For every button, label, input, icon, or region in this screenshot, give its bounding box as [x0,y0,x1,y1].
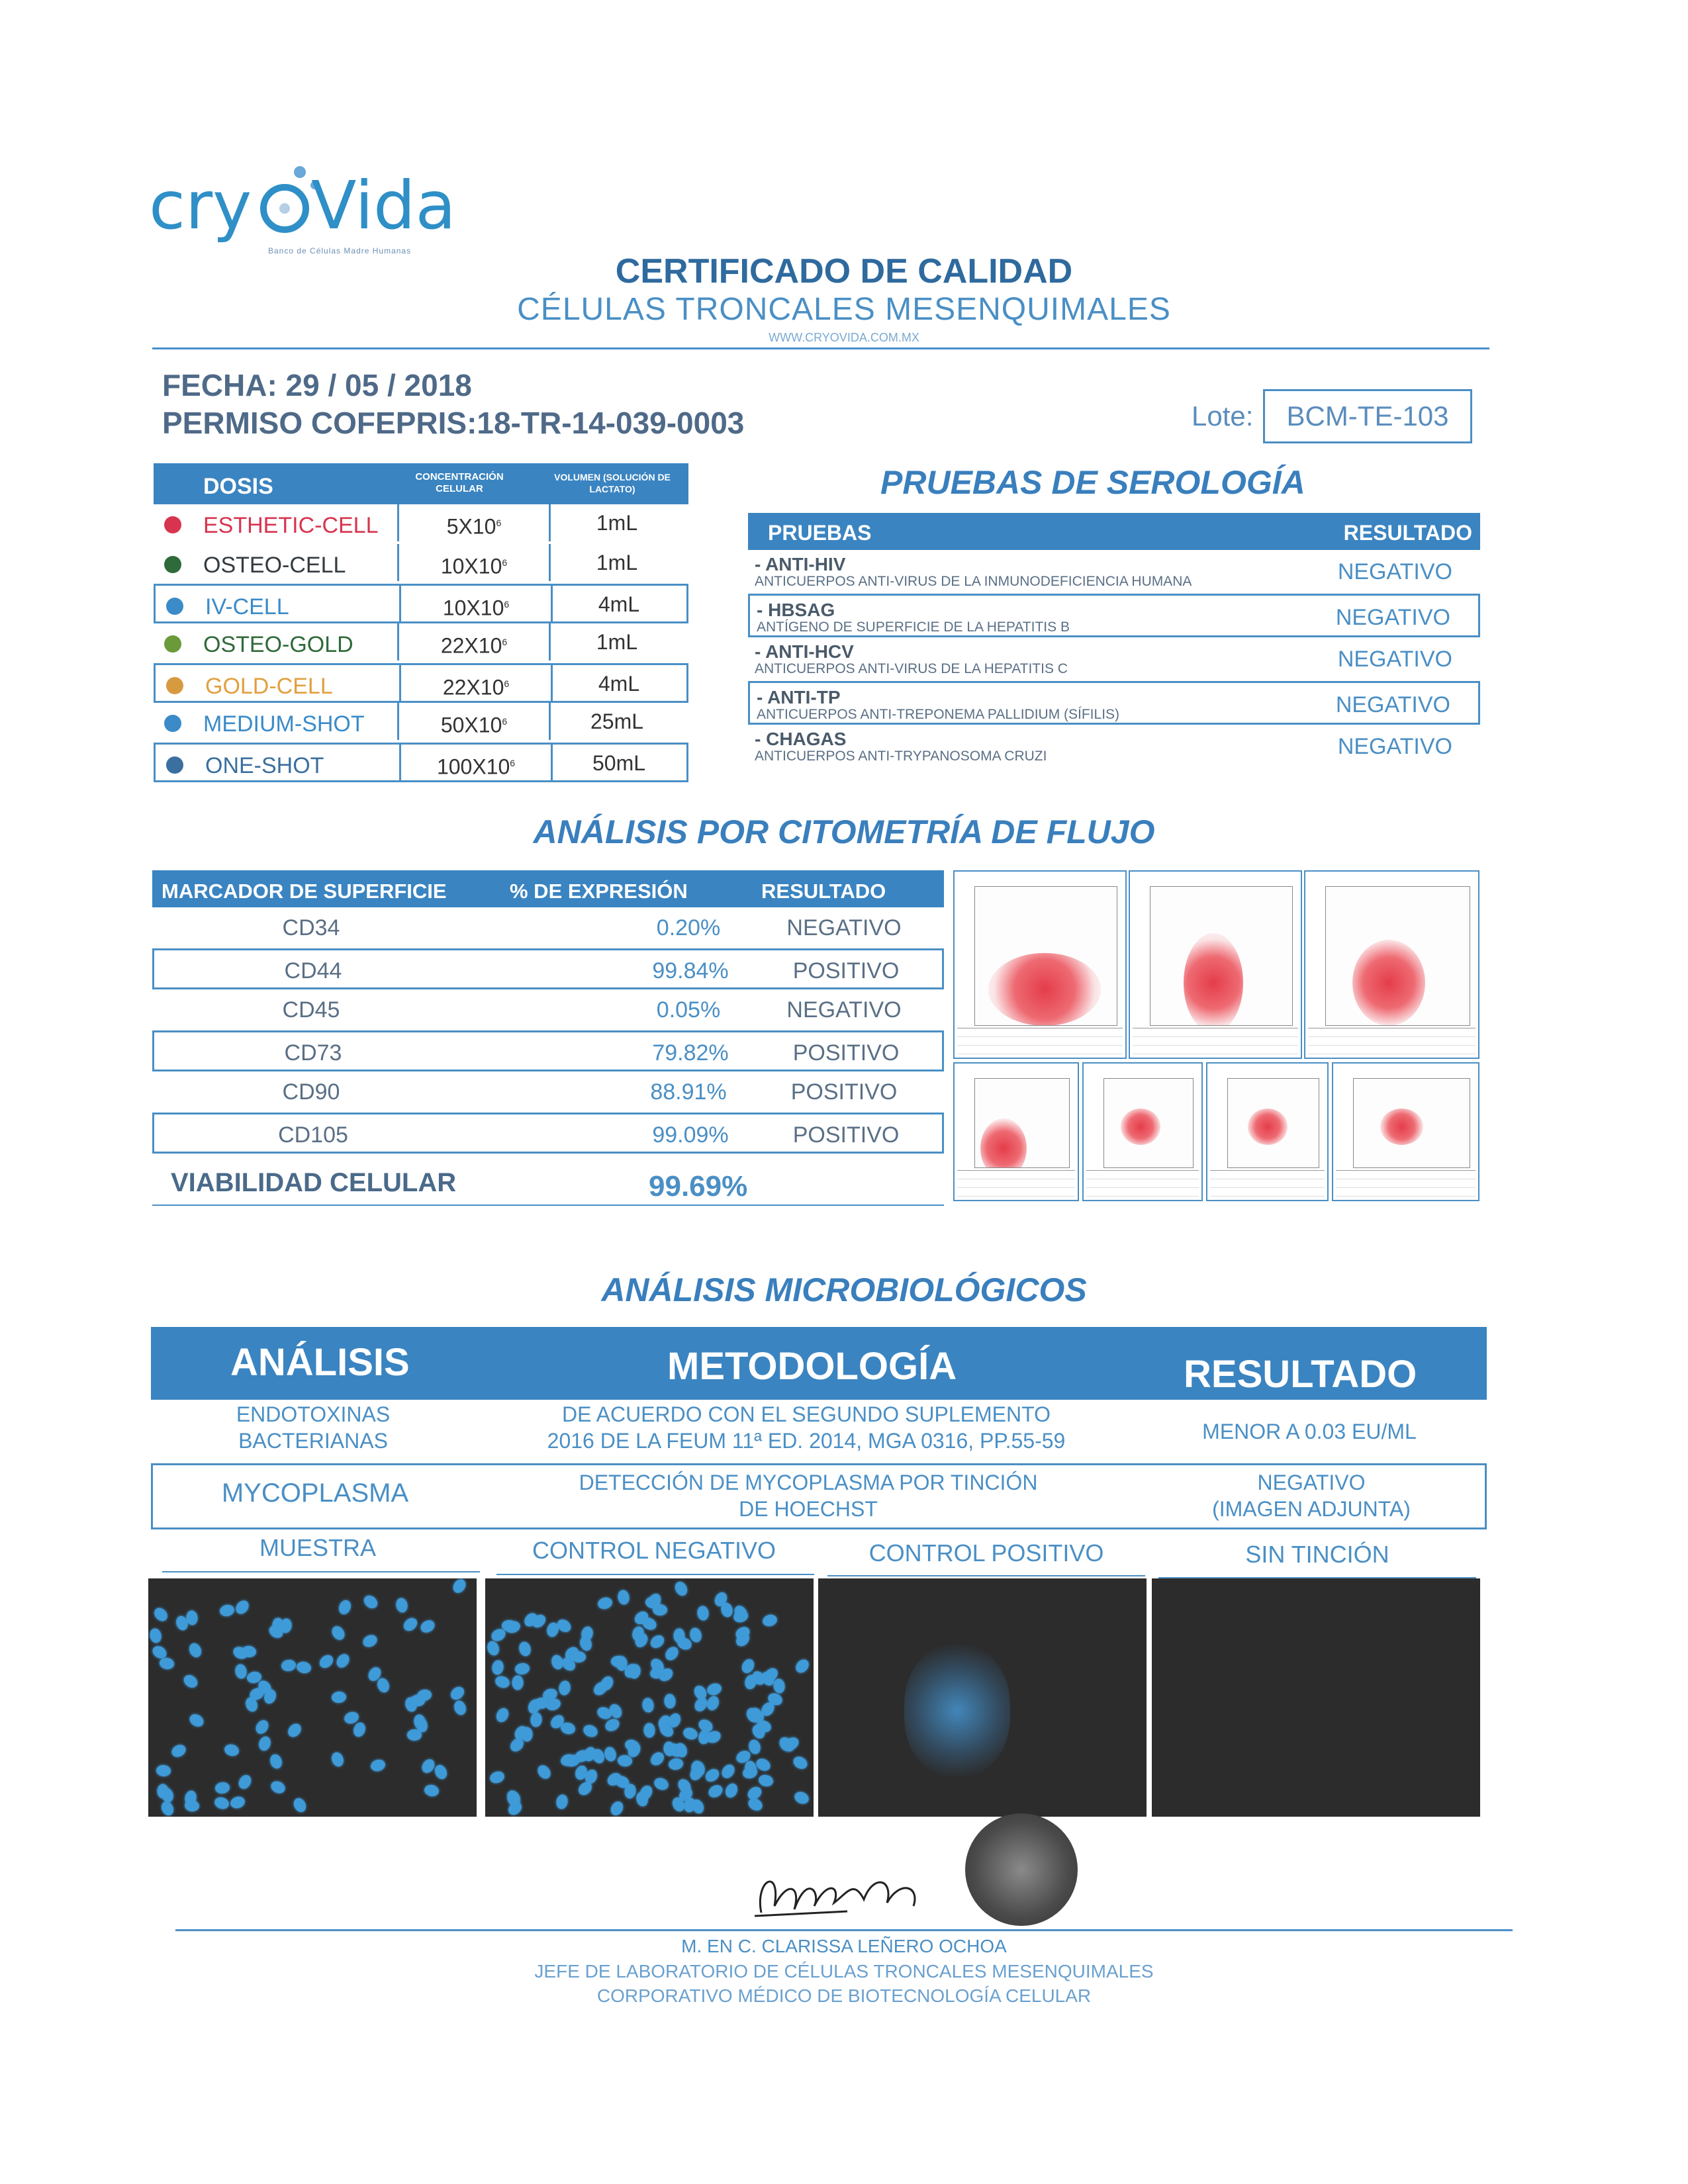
dose-concentration [397,703,551,740]
microbiology-row-endotoxins [151,1400,1487,1463]
dose-name: ONE-SHOT [205,753,324,778]
cell-nucleus [648,1633,667,1651]
dose-concentration-exponent: 6 [502,637,508,647]
flow-plot-cd44 [1129,870,1302,1059]
cell-nucleus [720,1762,737,1781]
marker-expression: 88.91% [650,1079,727,1105]
cell-nucleus [773,1678,786,1694]
page-subtitle: CÉLULAS TRONCALES MESENQUIMALES [517,292,1171,327]
cofepris-permit: PERMISO COFEPRIS:18-TR-14-039-0003 [162,406,745,440]
serology-row [748,725,1480,768]
cell-nucleus [423,1784,440,1797]
cell-nucleus [330,1751,345,1768]
cell-nucleus [181,1672,200,1690]
dose-row [154,623,688,663]
cell-nucleus [514,1662,530,1676]
dose-volume: 25mL [590,709,644,733]
dose-color-dot [164,715,181,732]
dose-concentration-exponent: 6 [504,678,510,689]
marker-expression: 79.82% [652,1040,729,1066]
dose-concentration-exponent: 6 [496,518,502,528]
cell-nucleus [451,1578,468,1595]
marker-expression: 99.09% [652,1122,729,1148]
dose-volume: 1mL [596,630,638,654]
cell-nucleus [703,1766,722,1784]
dose-concentration-base: 50X10 [440,713,502,737]
test-name: - ANTI-TP [757,687,841,707]
marker-name: CD105 [278,1122,348,1148]
cell-nucleus [269,1752,284,1770]
header-divider [152,347,1489,349]
cell-nucleus [156,1764,171,1777]
cell-nucleus [643,1723,655,1738]
test-description: ANTÍGENO DE SUPERFICIE DE LA HEPATITIS B [757,619,1070,635]
test-description: ANTICUERPOS ANTI-TRYPANOSOMA CRUZI [755,749,1047,764]
issue-date: FECHA: 29 / 05 / 2018 [162,368,472,402]
serology-body [748,550,1480,768]
cell-nucleus [706,1682,723,1697]
cell-nucleus [334,1652,352,1670]
dose-concentration-base: 22X10 [440,633,502,658]
test-name: - ANTI-HIV [755,554,846,574]
cell-nucleus [269,1779,287,1796]
dose-concentration [397,623,551,660]
cell-nucleus [233,1598,251,1617]
header-dosis: DOSIS [203,474,273,499]
dose-name: OSTEO-GOLD [203,632,353,657]
test-result: NEGATIVO [1337,734,1452,759]
test-name: - ANTI-HCV [755,641,854,662]
marker-name: CD44 [284,958,342,983]
cell-nucleus [223,1743,240,1757]
cell-nucleus [433,1763,449,1781]
cell-nucleus [187,1641,203,1659]
header-marker: MARCADOR DE SUPERFICIE [162,880,447,903]
caption-control-positivo: CONTROL POSITIVO [868,1539,1104,1567]
cell-nucleus [281,1659,297,1672]
test-result: NEGATIVO [1335,692,1450,717]
cell-nucleus [571,1651,586,1662]
cell-nucleus [152,1606,170,1624]
cell-nucleus [596,1596,614,1610]
cell-nucleus [555,1794,569,1810]
flow-plot-cd45 [1304,870,1479,1059]
cell-nucleus [418,1618,437,1635]
header-pruebas: PRUEBAS [768,521,872,545]
official-seal [965,1813,1078,1926]
cell-nucleus [317,1653,336,1670]
cell-nucleus [724,1782,739,1799]
caption-underline [827,1575,1145,1576]
test-name: - HBSAG [757,600,835,620]
cell-nucleus [485,1639,500,1657]
dose-concentration [397,504,551,541]
cytometry-row [152,989,944,1030]
dose-row [154,504,688,544]
microbiology-row-mycoplasma [151,1463,1487,1529]
dose-volume: 4mL [598,672,640,696]
cell-nucleus [793,1657,811,1676]
dose-name: MEDIUM-SHOT [203,711,365,737]
dose-concentration-exponent: 6 [502,557,508,568]
dose-volume: 50mL [592,751,646,775]
dose-concentration-base: 10X10 [442,596,504,620]
caption-control-negativo: CONTROL NEGATIVO [532,1537,776,1564]
dose-color-dot [166,598,183,615]
test-description: ANTICUERPOS ANTI-VIRUS DE LA HEPATITIS C [755,661,1068,676]
dose-row [154,663,688,703]
header-resultado: RESULTADO [1184,1353,1417,1396]
cell-nucleus [663,1645,680,1663]
analysis-name-line1: MYCOPLASMA [221,1479,409,1508]
cell-nucleus [352,1721,367,1738]
analysis-name-line2: BACTERIANAS [238,1429,388,1453]
cell-nucleus [401,1615,420,1633]
cell-nucleus [187,1711,206,1729]
marker-result: NEGATIVO [786,915,902,940]
viability-label: VIABILIDAD CELULAR [171,1168,457,1197]
cell-nucleus [361,1593,380,1611]
header-concentration: CONCENTRACIÓN CELULAR [415,471,504,494]
marker-expression: 99.84% [652,958,729,983]
cell-nucleus [792,1790,810,1805]
cell-nucleus [518,1641,532,1657]
marker-result: POSITIVO [792,1122,900,1148]
dose-name: ESTHETIC-CELL [203,513,379,538]
cell-nucleus [536,1763,553,1782]
dose-color-dot [164,635,181,653]
flow-cytometry-body [152,907,944,1154]
cell-nucleus [361,1633,379,1649]
flow-cytometry-table [152,870,944,1154]
cell-nucleus [512,1675,523,1690]
cell-nucleus [582,1723,600,1739]
cell-nucleus [706,1783,725,1800]
marker-result: NEGATIVO [786,997,902,1023]
serology-header [748,513,1480,550]
flow-plot-cd90 [1206,1062,1329,1201]
marker-result: POSITIVO [792,958,900,983]
cell-nucleus [608,1799,626,1817]
serology-row [748,594,1480,637]
marker-expression: 0.05% [656,997,721,1023]
dose-concentration [399,745,553,782]
logo-tagline: Banco de Células Madre Humanas [268,246,412,255]
dose-color-dot [164,516,181,533]
header-expression: % DE EXPRESIÓN [510,880,688,903]
cell-nucleus [664,1694,677,1709]
cell-nucleus [550,1654,565,1671]
cell-nucleus [617,1589,631,1606]
signer-name: M. EN C. CLARISSA LEÑERO OCHOA [681,1936,1007,1956]
cell-nucleus [448,1684,467,1702]
dose-concentration-base: 10X10 [440,554,502,578]
dose-concentration-base: 100X10 [436,754,510,779]
cell-nucleus [491,1659,505,1676]
cell-nucleus [234,1663,248,1680]
test-result: NEGATIVO [1337,647,1452,672]
cell-nucleus [214,1782,230,1795]
dose-concentration-base: 22X10 [442,675,504,700]
website-url: WWW.CRYOVIDA.COM.MX [769,331,919,344]
cell-nucleus [375,1676,391,1694]
header-resultado: RESULTADO [1343,521,1472,545]
cell-nucleus [530,1712,543,1727]
marker-name: CD34 [282,915,340,940]
dose-volume: 4mL [598,592,640,616]
cytometry-row [152,1030,944,1071]
cell-nucleus [258,1735,273,1752]
brand-logo [149,159,493,265]
dose-concentration [399,665,553,702]
dose-table-header [154,463,688,504]
dose-row [154,703,688,743]
cell-nucleus [236,1773,254,1792]
method-line2: 2016 DE LA FEUM 11ª ED. 2014, MGA 0316, PP.55-59 [547,1429,1066,1453]
cell-nucleus [330,1624,348,1643]
handwritten-signature [741,1853,940,1926]
cell-nucleus [148,1627,162,1644]
dose-color-dot [166,677,183,694]
marker-name: CD90 [282,1079,340,1105]
cell-nucleus [285,1721,303,1740]
dose-row [154,544,688,584]
cell-nucleus [407,1729,422,1741]
cell-nucleus [653,1776,671,1792]
dose-table-body [154,504,688,782]
marker-name: CD73 [284,1040,342,1066]
dose-concentration-exponent: 6 [502,716,508,727]
cell-nucleus [705,1694,721,1712]
logo-mark [149,159,493,251]
marker-name: CD45 [282,997,340,1023]
cell-nucleus [603,1746,618,1762]
viability-underline [152,1205,944,1206]
test-description: ANTICUERPOS ANTI-TREPONEMA PALLIDIUM (SÍFILIS) [757,707,1120,722]
microbiology-header [151,1327,1487,1400]
dose-volume: 1mL [596,511,638,535]
signer-role: JEFE DE LABORATORIO DE CÉLULAS TRONCALES MESENQUIMALES [534,1961,1154,1981]
flow-cytometry-title: ANÁLISIS POR CITOMETRÍA DE FLUJO [533,813,1155,850]
header-volume: VOLUMEN (SOLUCIÓN DE LACTATO) [554,472,671,494]
cell-nucleus [648,1750,667,1768]
header-result: RESULTADO [761,880,886,903]
method-line1: DE ACUERDO CON EL SEGUNDO SUPLEMENTO [562,1402,1051,1426]
dose-name: GOLD-CELL [205,674,333,699]
cell-nucleus [720,1602,734,1618]
signature-line [175,1929,1513,1931]
viability-value: 99.69% [649,1170,748,1203]
marker-expression: 0.20% [656,915,721,940]
microbiology-table [151,1327,1487,1529]
caption-underline [162,1571,480,1572]
marker-result: POSITIVO [790,1079,898,1105]
method-line1: DETECCIÓN DE MYCOPLASMA POR TINCIÓN [579,1471,1038,1494]
dose-volume: 1mL [596,551,638,574]
dose-row [154,743,688,782]
cell-nucleus [558,1680,572,1696]
signer-organization: CORPORATIVO MÉDICO DE BIOTECNOLOGÍA CELULAR [596,1985,1092,2006]
cytometry-row [152,948,944,989]
dose-color-dot [164,556,181,573]
cell-nucleus [641,1697,655,1713]
page-title: CERTIFICADO DE CALIDAD [615,252,1073,291]
cell-nucleus [668,1757,684,1771]
svg-text:cry: cry [149,167,252,244]
cell-nucleus [395,1597,409,1614]
result-line1: NEGATIVO [1257,1471,1366,1494]
caption-sin-tincion: SIN TINCIÓN [1245,1541,1389,1568]
flow-plot-fsc-ssc [953,870,1127,1059]
flow-plot-cd73 [1082,1062,1203,1201]
cell-nucleus [673,1580,689,1598]
test-name: - CHAGAS [755,729,847,749]
cell-nucleus [369,1758,387,1772]
serology-row [748,681,1480,725]
dose-concentration [399,586,553,623]
cell-nucleus [682,1726,699,1741]
dose-color-dot [166,756,183,774]
dose-name: OSTEO-CELL [203,553,346,578]
cell-nucleus [452,1699,467,1716]
result-line1: MENOR A 0.03 EU/ML [1202,1420,1417,1443]
cytometry-row [152,1071,944,1113]
serology-row [748,550,1480,594]
flow-cytometry-header [152,870,944,907]
microbiology-title: ANÁLISIS MICROBIOLÓGICOS [601,1271,1087,1308]
cytometry-row [152,907,944,948]
analysis-name-line1: ENDOTOXINAS [236,1402,391,1426]
cell-nucleus [337,1598,353,1616]
cell-nucleus [791,1754,810,1772]
cell-nucleus [291,1796,308,1814]
cell-nucleus [494,1674,511,1690]
cell-nucleus [213,1796,230,1811]
cell-nucleus [169,1743,187,1759]
dose-row [154,584,688,623]
cell-nucleus [229,1795,246,1810]
caption-underline [496,1574,814,1575]
dose-concentration-exponent: 6 [510,758,516,768]
result-line2: (IMAGEN ADJUNTA) [1212,1497,1411,1521]
cell-nucleus [494,1706,510,1724]
dose-concentration [397,544,551,581]
cell-nucleus [159,1657,175,1670]
micrograph-sin-tincion [1152,1578,1480,1817]
serology-row [748,637,1480,681]
dose-concentration-exponent: 6 [504,599,510,610]
lot-value: BCM-TE-103 [1263,389,1472,443]
test-result: NEGATIVO [1335,605,1450,630]
cell-nucleus [295,1661,312,1674]
cell-nucleus [331,1691,346,1704]
marker-result: POSITIVO [792,1040,900,1066]
caption-muestra: MUESTRA [259,1534,376,1561]
flow-plot-viability [953,1062,1079,1201]
cell-nucleus [489,1770,506,1785]
cell-nucleus [254,1718,271,1737]
flow-plot-cd105 [1332,1062,1479,1201]
cell-nucleus [696,1606,710,1621]
cell-nucleus [218,1604,235,1617]
svg-text:Vida: Vida [311,167,456,244]
method-line2: DE HOECHST [739,1497,878,1521]
micrograph-control-positivo [818,1578,1147,1817]
cell-nucleus [745,1784,764,1802]
test-description: ANTICUERPOS ANTI-VIRUS DE LA INMUNODEFICIENCIA HUMANA [755,574,1192,589]
header-analisis: ANÁLISIS [230,1341,410,1384]
cell-nucleus [757,1774,774,1788]
serology-table [748,513,1480,768]
serology-title: PRUEBAS DE SEROLOGÍA [880,464,1305,501]
cell-nucleus [761,1613,778,1627]
cell-nucleus [158,1784,169,1799]
micrograph-control-negativo [485,1578,814,1817]
dose-name: IV-CELL [205,594,289,619]
header-metodologia: METODOLOGÍA [667,1345,957,1388]
micrograph-muestra [148,1578,477,1817]
lot-label: Lote: [1192,400,1254,432]
cytometry-row [152,1113,944,1154]
test-result: NEGATIVO [1337,559,1452,584]
dose-table [154,463,688,782]
dose-concentration-base: 5X10 [446,514,496,539]
